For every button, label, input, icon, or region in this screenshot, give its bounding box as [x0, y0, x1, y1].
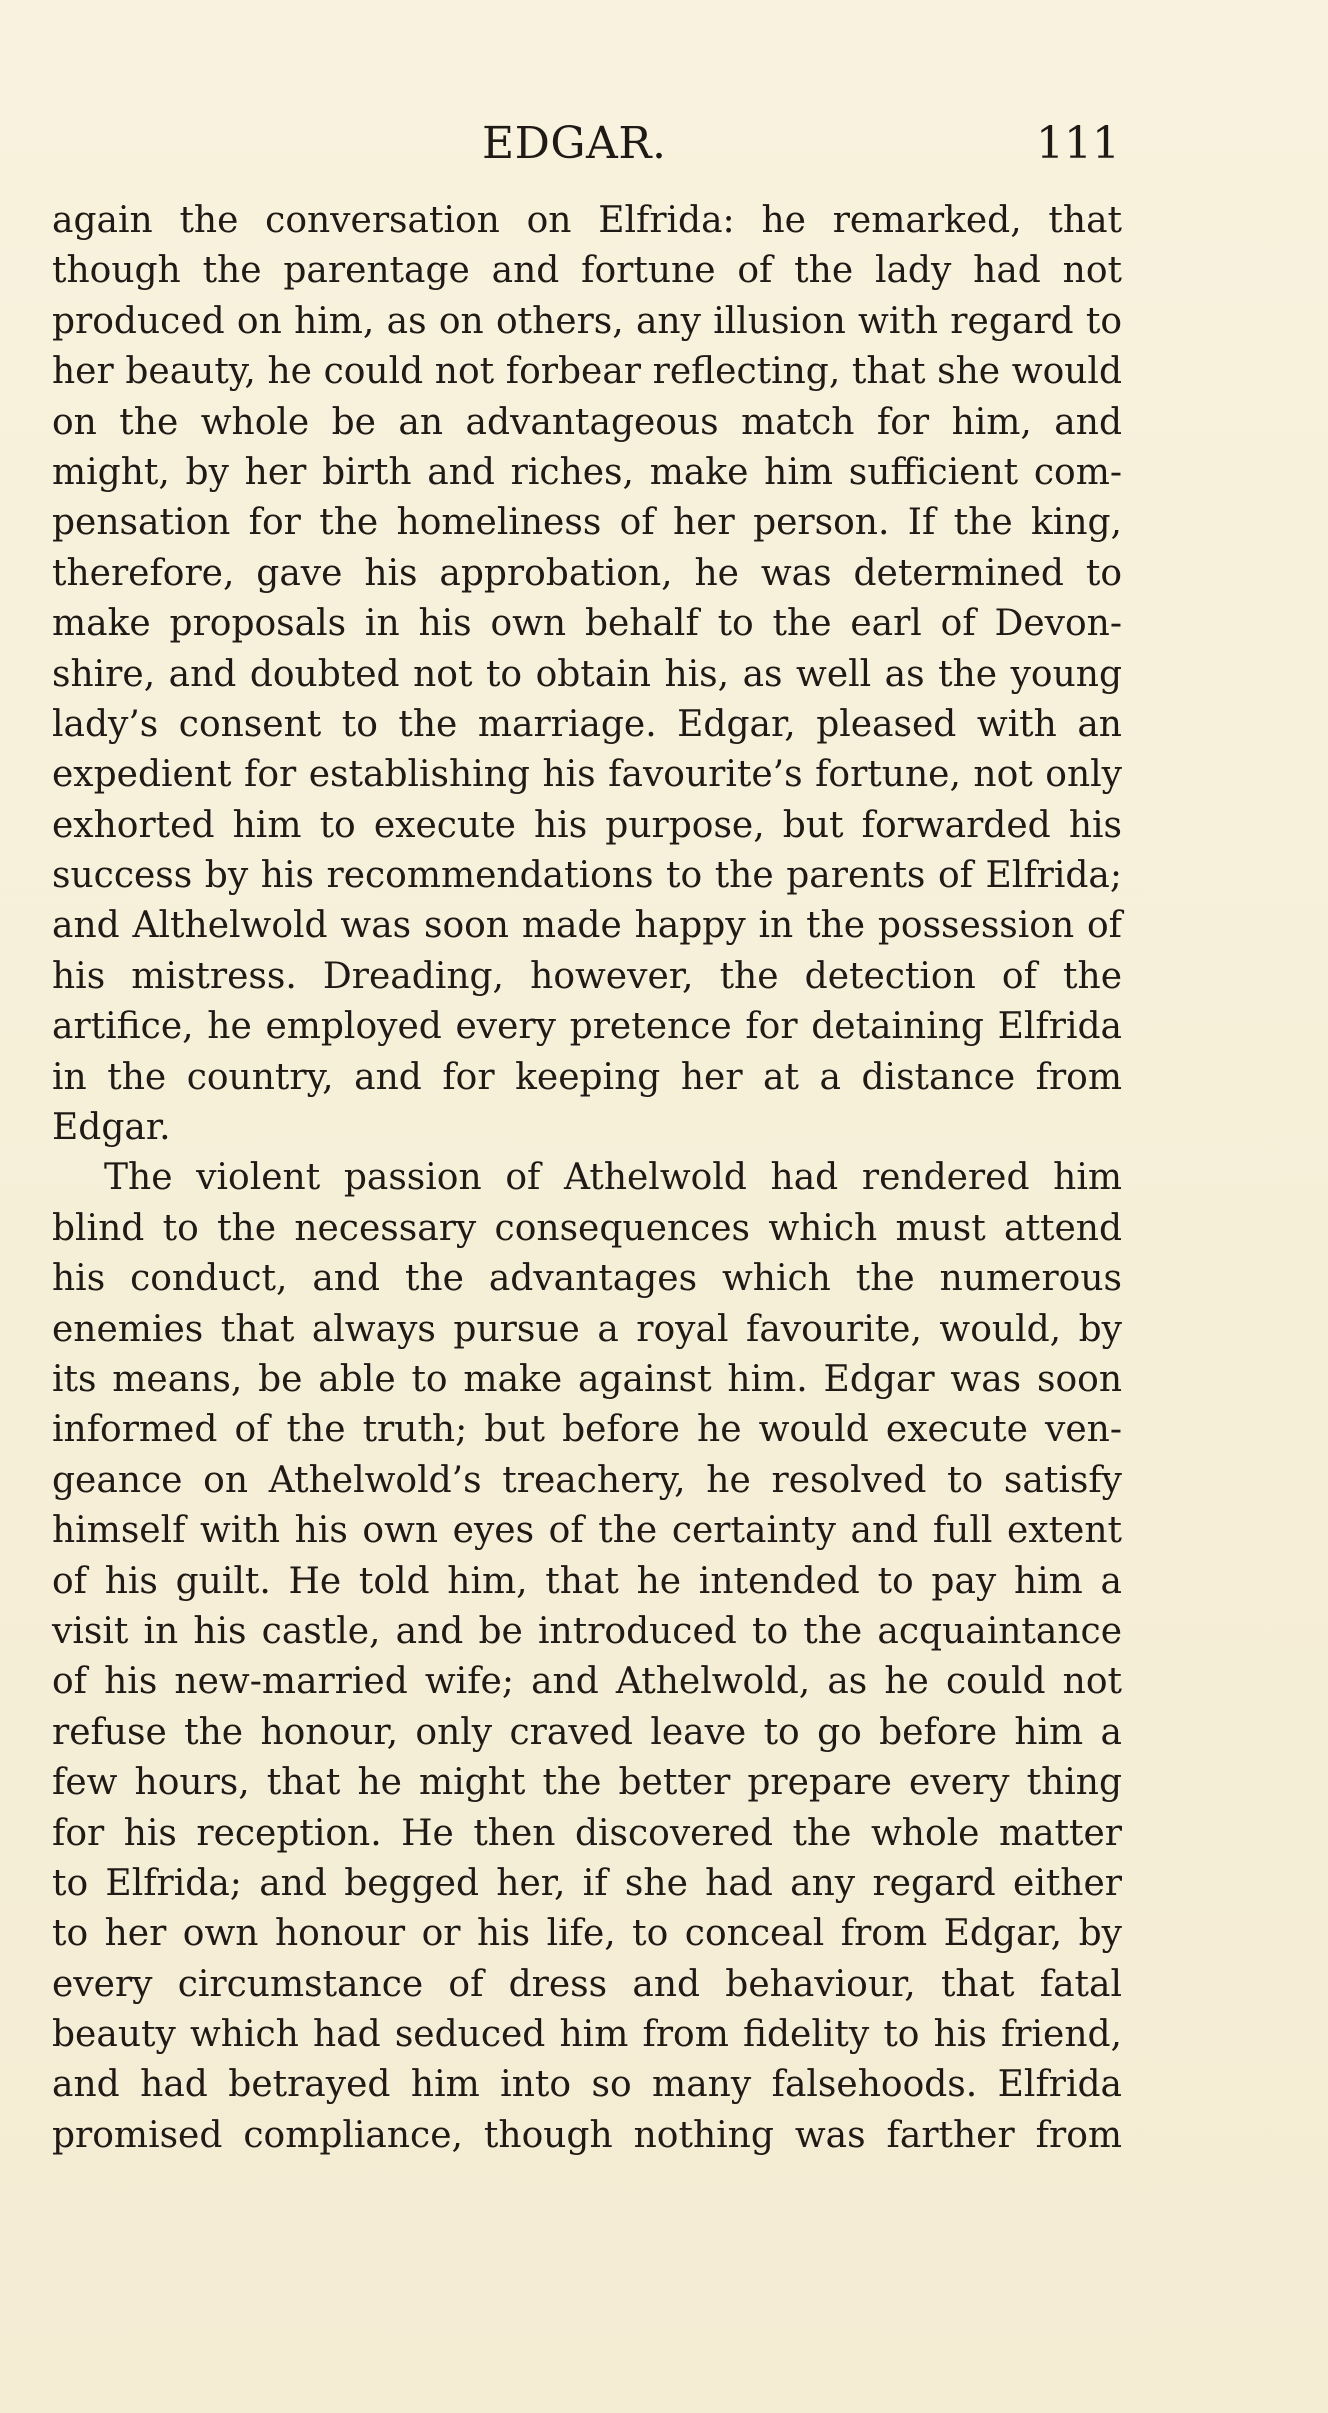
text-line: geance on Athelwold’s treachery, he resolved to satisfy: [52, 1459, 1122, 1501]
text-line: to her own honour or his life, to conceal from Edgar, by: [52, 1913, 1122, 1955]
text-line: and Althelwold was soon made happy in the possession of: [52, 905, 1122, 947]
paragraph-start-line: The violent passion of Athelwold had rendered him: [104, 1157, 1122, 1199]
text-line: make proposals in his own behalf to the earl of Devon-: [52, 603, 1122, 645]
body-text: [52, 196, 1122, 2161]
text-line: shire, and doubted not to obtain his, as well as the young: [52, 653, 1122, 695]
text-line: visit in his castle, and be introduced to the acquaintance: [52, 1610, 1122, 1652]
text-line: every circumstance of dress and behaviour, that fatal: [52, 1963, 1122, 2005]
text-line: for his reception. He then discovered the whole matter: [52, 1812, 1122, 1854]
text-line: few hours, that he might the better prepare every thing: [52, 1762, 1122, 1804]
text-line: his conduct, and the advantages which the numerous: [52, 1258, 1122, 1300]
text-line: produced on him, as on others, any illusion with regard to: [52, 300, 1122, 342]
text-line: to Elfrida; and begged her, if she had any regard either: [52, 1862, 1122, 1904]
text-line: blind to the necessary consequences which must attend: [52, 1207, 1122, 1249]
text-line: refuse the honour, only craved leave to go before him a: [52, 1711, 1122, 1753]
text-line: her beauty, he could not forbear reflecting, that she would: [52, 351, 1122, 393]
text-line: beauty which had seduced him from fidelity to his friend,: [52, 2014, 1122, 2056]
text-line: its means, be able to make against him. Edgar was soon: [52, 1358, 1122, 1400]
text-line: of his new-married wife; and Athelwold, as he could not: [52, 1661, 1122, 1703]
running-head: EDGAR.: [482, 118, 667, 169]
text-line: success by his recommendations to the parents of Elfrida;: [52, 855, 1122, 897]
text-line: pensation for the homeliness of her person. If the king,: [52, 502, 1122, 544]
text-line: and had betrayed him into so many falsehoods. Elfrida: [52, 2064, 1122, 2106]
text-line: in the country, and for keeping her at a distance from: [52, 1056, 1122, 1098]
text-line: informed of the truth; but before he would execute ven-: [52, 1409, 1122, 1451]
text-line: Edgar.: [52, 1107, 171, 1149]
text-line: therefore, gave his approbation, he was determined to: [52, 552, 1122, 594]
text-line: might, by her birth and riches, make him sufficient com-: [52, 451, 1122, 493]
text-line: though the parentage and fortune of the lady had not: [52, 250, 1122, 292]
text-line: promised compliance, though nothing was farther from: [52, 2114, 1122, 2156]
text-line: enemies that always pursue a royal favourite, would, by: [52, 1308, 1122, 1350]
text-line: lady’s consent to the marriage. Edgar, pleased with an: [52, 703, 1122, 745]
text-line: again the conversation on Elfrida: he remarked, that: [52, 200, 1122, 241]
text-line: expedient for establishing his favourite’s fortune, not only: [52, 754, 1122, 796]
text-line: on the whole be an advantageous match for him, and: [52, 401, 1122, 443]
text-line: artifice, he employed every pretence for detaining Elfrida: [52, 1006, 1122, 1048]
page-header: [0, 118, 1328, 178]
page-number: 111: [1036, 118, 1120, 169]
text-line: himself with his own eyes of the certainty and full extent: [52, 1510, 1122, 1552]
text-line: his mistress. Dreading, however, the detection of the: [52, 955, 1122, 997]
text-line: of his guilt. He told him, that he intended to pay him a: [52, 1560, 1122, 1602]
text-line: exhorted him to execute his purpose, but forwarded his: [52, 804, 1122, 846]
